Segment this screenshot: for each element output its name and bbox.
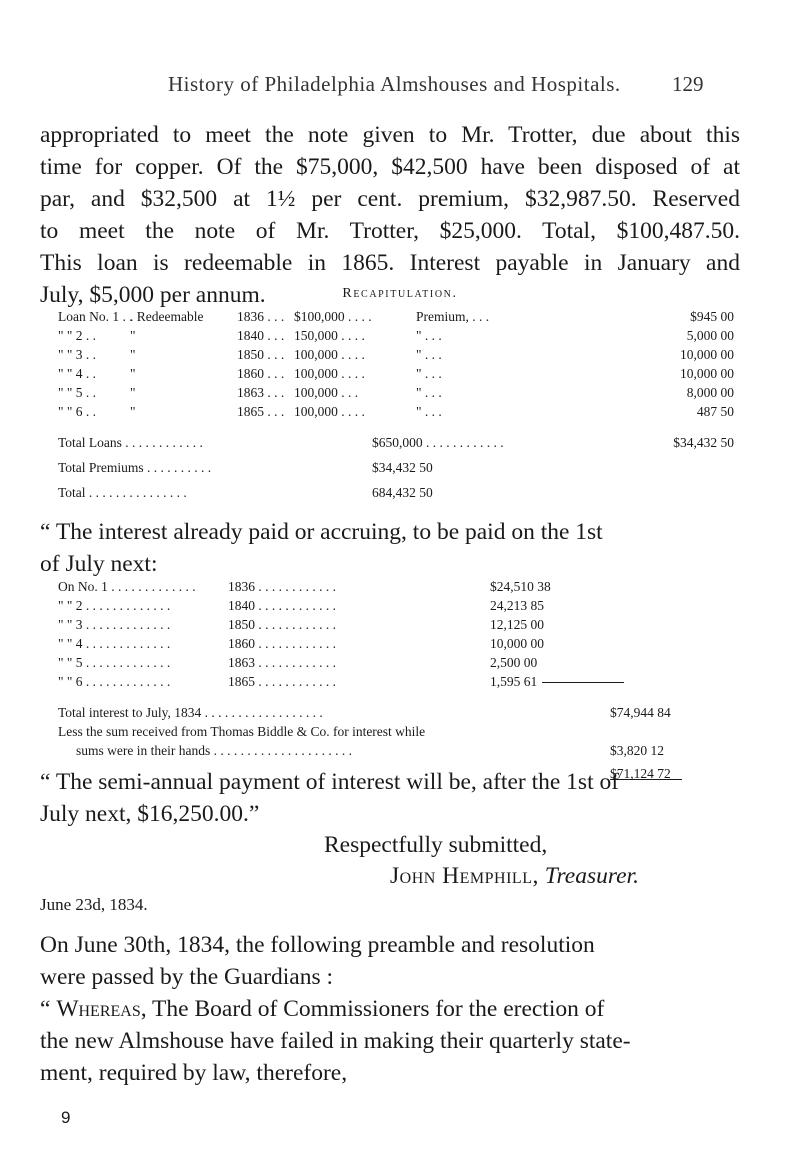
- text-line: were passed by the Guardians :: [40, 964, 334, 990]
- loan-premium-label: " . . .: [416, 385, 442, 400]
- interest-year: 1865 . . . . . . . . . . . .: [228, 674, 336, 689]
- paragraph-interest-intro: [40, 516, 740, 580]
- text-line: On June 30th, 1834, the following preamble and resolution: [40, 932, 595, 958]
- loan-row: [58, 402, 738, 421]
- loan-amount: 100,000 . . . .: [294, 404, 365, 419]
- less-line: Less the sum received from Thomas Biddle & Co. for interest while: [58, 724, 426, 739]
- loan-label: " " 5 . .: [58, 385, 97, 400]
- total-premium-value: $34,432 50: [673, 435, 734, 450]
- interest-amount: 1,595 61: [490, 674, 538, 689]
- loan-year: 1860 . . .: [237, 366, 285, 381]
- text-line: “ The interest already paid or accruing, to be paid on the 1st: [40, 519, 603, 545]
- interest-row: [58, 596, 738, 615]
- loan-premium-label: Premium, . . .: [416, 309, 490, 324]
- closing-line: Respectfully submitted,: [324, 832, 548, 858]
- loan-premium-amount: $945 00: [690, 309, 734, 324]
- total-value: $650,000 . . . . . . . . . . . .: [372, 435, 504, 450]
- text-line: ment, required by law, therefore,: [40, 1060, 348, 1086]
- total-interest-label: Total interest to July, 1834 . . . . . . . . . . . . . . . . . .: [58, 705, 323, 720]
- loan-row: [58, 383, 738, 402]
- summary-row: [58, 741, 738, 760]
- interest-amount: 10,000 00: [490, 636, 544, 651]
- interest-label: " " 6 . . . . . . . . . . . . .: [58, 674, 171, 689]
- loan-amount: 100,000 . . .: [294, 385, 359, 400]
- loan-label: " " 6 . .: [58, 404, 97, 419]
- interest-row: [58, 672, 738, 691]
- text-line: July, $5,000 per annum.: [40, 282, 266, 308]
- loan-premium-amount: 487 50: [696, 404, 734, 419]
- interest-year: 1850 . . . . . . . . . . . .: [228, 617, 336, 632]
- printer-signature-mark: 9: [61, 1108, 71, 1127]
- loan-premium-amount: 8,000 00: [686, 385, 734, 400]
- interest-label: On No. 1 . . . . . . . . . . . . .: [58, 579, 196, 594]
- text-line: time for copper. Of the $75,000, $42,500 have been disposed of at: [40, 154, 740, 180]
- loan-redeemable: ": [130, 328, 136, 343]
- text-line: July next, $16,250.00.”: [40, 801, 260, 827]
- running-title: History of Philadelphia Almshouses and Hospitals.: [168, 72, 621, 96]
- loan-amount: 100,000 . . . .: [294, 366, 365, 381]
- loan-label: " " 3 . .: [58, 347, 97, 362]
- loan-redeemable: . Redeemable: [130, 309, 204, 324]
- loan-totals: [58, 433, 738, 508]
- loan-year: 1863 . . .: [237, 385, 285, 400]
- loan-amount: 150,000 . . . .: [294, 328, 365, 343]
- text-line: par, and $32,500 at 1½ per cent. premium, $32,987.50. Reserved: [40, 186, 740, 212]
- interest-label: " " 2 . . . . . . . . . . . . .: [58, 598, 171, 613]
- less-line: sums were in their hands . . . . . . . . . . . . . . . . . . . . .: [76, 743, 352, 758]
- loan-label: Loan No. 1 . .: [58, 309, 133, 324]
- loan-redeemable: ": [130, 404, 136, 419]
- loan-premium-amount: 10,000 00: [680, 366, 734, 381]
- loan-year: 1865 . . .: [237, 404, 285, 419]
- total-value: 684,432 50: [372, 485, 433, 500]
- whereas-word: Whereas,: [56, 996, 147, 1022]
- interest-table: [58, 577, 738, 691]
- loan-premium-label: " . . .: [416, 404, 442, 419]
- loan-year: 1840 . . .: [237, 328, 285, 343]
- open-quote: “: [40, 996, 57, 1022]
- text-line: This loan is redeemable in 1865. Interest payable in January and: [40, 250, 740, 276]
- text-line: to meet the note of Mr. Trotter, $25,000. Total, $100,487.50.: [40, 218, 740, 244]
- loan-label: " " 2 . .: [58, 328, 97, 343]
- loan-year: 1850 . . .: [237, 347, 285, 362]
- interest-row: [58, 577, 738, 596]
- signer-name: John Hemphill,: [390, 863, 539, 889]
- interest-row: [58, 615, 738, 634]
- paragraph-loan-disposition: [40, 119, 740, 311]
- paragraph-preamble: [40, 929, 740, 1089]
- loan-row: [58, 307, 738, 326]
- net-interest-value: $71,124 72: [610, 766, 671, 781]
- loan-redeemable: ": [130, 366, 136, 381]
- interest-amount: 2,500 00: [490, 655, 538, 670]
- signer-title: Treasurer.: [544, 863, 639, 889]
- loan-premium-label: " . . .: [416, 328, 442, 343]
- text-line: the new Almshouse have failed in making their quarterly state-: [40, 1028, 631, 1054]
- loan-redeemable: ": [130, 385, 136, 400]
- summary-row: [58, 703, 738, 722]
- text-line: [40, 993, 740, 1025]
- total-label: Total . . . . . . . . . . . . . . .: [58, 485, 187, 500]
- less-value: $3,820 12: [610, 743, 664, 758]
- loan-premium-amount: 10,000 00: [680, 347, 734, 362]
- interest-amount: $24,510 38: [490, 579, 551, 594]
- interest-year: 1863 . . . . . . . . . . . .: [228, 655, 336, 670]
- loan-row: [58, 364, 738, 383]
- loan-year: 1836 . . .: [237, 309, 285, 324]
- interest-label: " " 5 . . . . . . . . . . . . .: [58, 655, 171, 670]
- total-row: [58, 483, 738, 508]
- loan-premium-label: " . . .: [416, 366, 442, 381]
- loan-row: [58, 345, 738, 364]
- interest-row: [58, 634, 738, 653]
- loan-label: " " 4 . .: [58, 366, 97, 381]
- sum-rule: [542, 682, 624, 683]
- total-label: Total Premiums . . . . . . . . . .: [58, 460, 212, 475]
- text-line: of July next:: [40, 551, 158, 577]
- total-interest-value: $74,944 84: [610, 705, 671, 720]
- interest-label: " " 3 . . . . . . . . . . . . .: [58, 617, 171, 632]
- interest-year: 1860 . . . . . . . . . . . .: [228, 636, 336, 651]
- page-number: 129: [672, 72, 704, 96]
- recapitulation-heading: Recapitulation.: [342, 286, 458, 301]
- total-row: [58, 433, 738, 458]
- total-label: Total Loans . . . . . . . . . . . .: [58, 435, 203, 450]
- loan-premium-label: " . . .: [416, 347, 442, 362]
- interest-label: " " 4 . . . . . . . . . . . . .: [58, 636, 171, 651]
- loan-premium-amount: 5,000 00: [686, 328, 734, 343]
- report-date: June 23d, 1834.: [40, 895, 148, 914]
- text-line: appropriated to meet the note given to Mr. Trotter, due about this: [40, 122, 740, 148]
- signature-line: [390, 861, 639, 892]
- loan-amount: 100,000 . . . .: [294, 347, 365, 362]
- line-rest: The Board of Commissioners for the erection of: [146, 996, 605, 1022]
- interest-amount: 12,125 00: [490, 617, 544, 632]
- interest-row: [58, 653, 738, 672]
- interest-amount: 24,213 85: [490, 598, 544, 613]
- interest-year: 1836 . . . . . . . . . . . .: [228, 579, 336, 594]
- loans-table: [58, 307, 738, 421]
- paragraph-semi-annual: [40, 766, 740, 830]
- total-value: $34,432 50: [372, 460, 433, 475]
- total-row: [58, 458, 738, 483]
- loan-row: [58, 326, 738, 345]
- interest-year: 1840 . . . . . . . . . . . .: [228, 598, 336, 613]
- loan-redeemable: ": [130, 347, 136, 362]
- text-line: “ The semi-annual payment of interest will be, after the 1st of: [40, 769, 620, 795]
- loan-amount: $100,000 . . . .: [294, 309, 372, 324]
- summary-row: [58, 722, 738, 741]
